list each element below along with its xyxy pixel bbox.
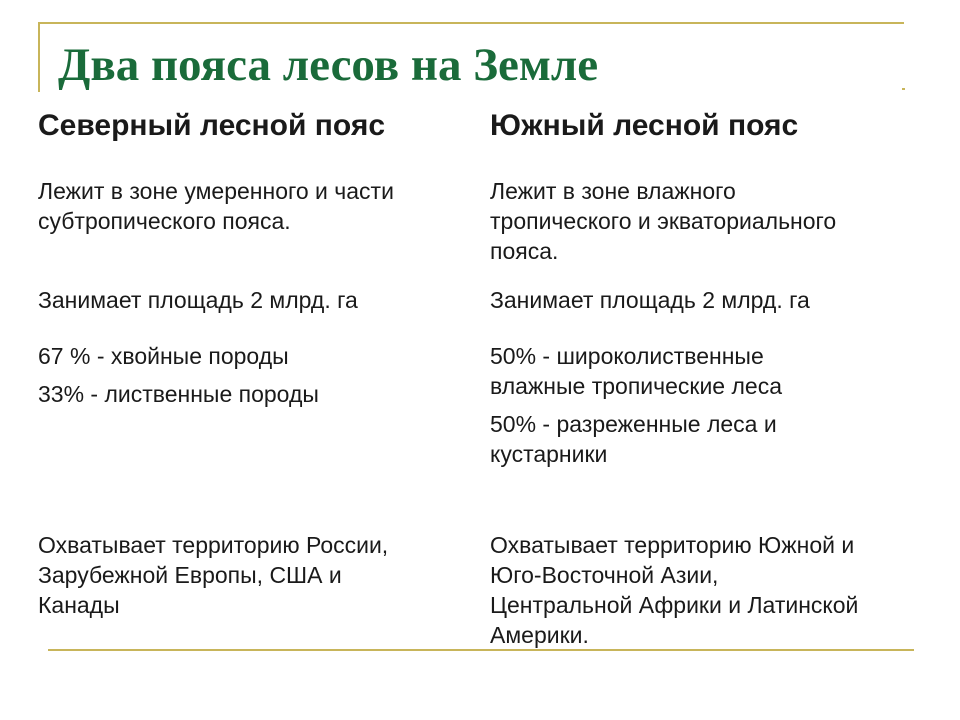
northern-area-cell [38,285,358,315]
text-line: 67 % - хвойные породы [38,343,289,369]
text-line: Занимает площадь 2 млрд. га [38,287,358,313]
text-line: 33% - лиственные породы [38,381,319,407]
southern-belt-heading: Южный лесной пояс [490,109,799,142]
text-line: Занимает площадь 2 млрд. га [490,287,810,313]
northern-territory-cell [38,530,388,620]
text-line: Америки. [490,622,589,648]
frame-left-line [38,22,40,92]
text-line: Зарубежной Европы, США и [38,562,342,588]
text-line: Центральной Африки и Латинской [490,592,859,618]
southern-composition-cell [490,341,782,469]
text-line: пояса. [490,238,559,264]
northern-belt-heading: Северный лесной пояс [38,109,386,142]
text-line: 50% - разреженные леса и [490,411,777,437]
southern-zone-cell [490,176,836,266]
southern-area-cell [490,285,810,315]
text-line: субтропического пояса. [38,208,291,234]
text-line: кустарники [490,441,608,467]
text-line: Юго-Восточной Азии, [490,562,719,588]
text-line: влажные тропические леса [490,373,782,399]
frame-top-line [38,22,904,24]
text-line: тропического и экваториального [490,208,837,234]
text-line: 50% - широколиственные [490,343,764,369]
text-line: Лежит в зоне умеренного и части [38,178,394,204]
southern-territory-cell [490,530,858,650]
text-line: Лежит в зоне влажного [490,178,736,204]
slide-title: Два пояса лесов на Земле [58,39,599,91]
northern-composition-cell [38,341,319,409]
frame-right-mark [902,88,905,90]
text-line: Охватывает территорию Южной и [490,532,855,558]
text-line: Канады [38,592,120,618]
northern-zone-cell [38,176,394,236]
text-line: Охватывает территорию России, [38,532,389,558]
